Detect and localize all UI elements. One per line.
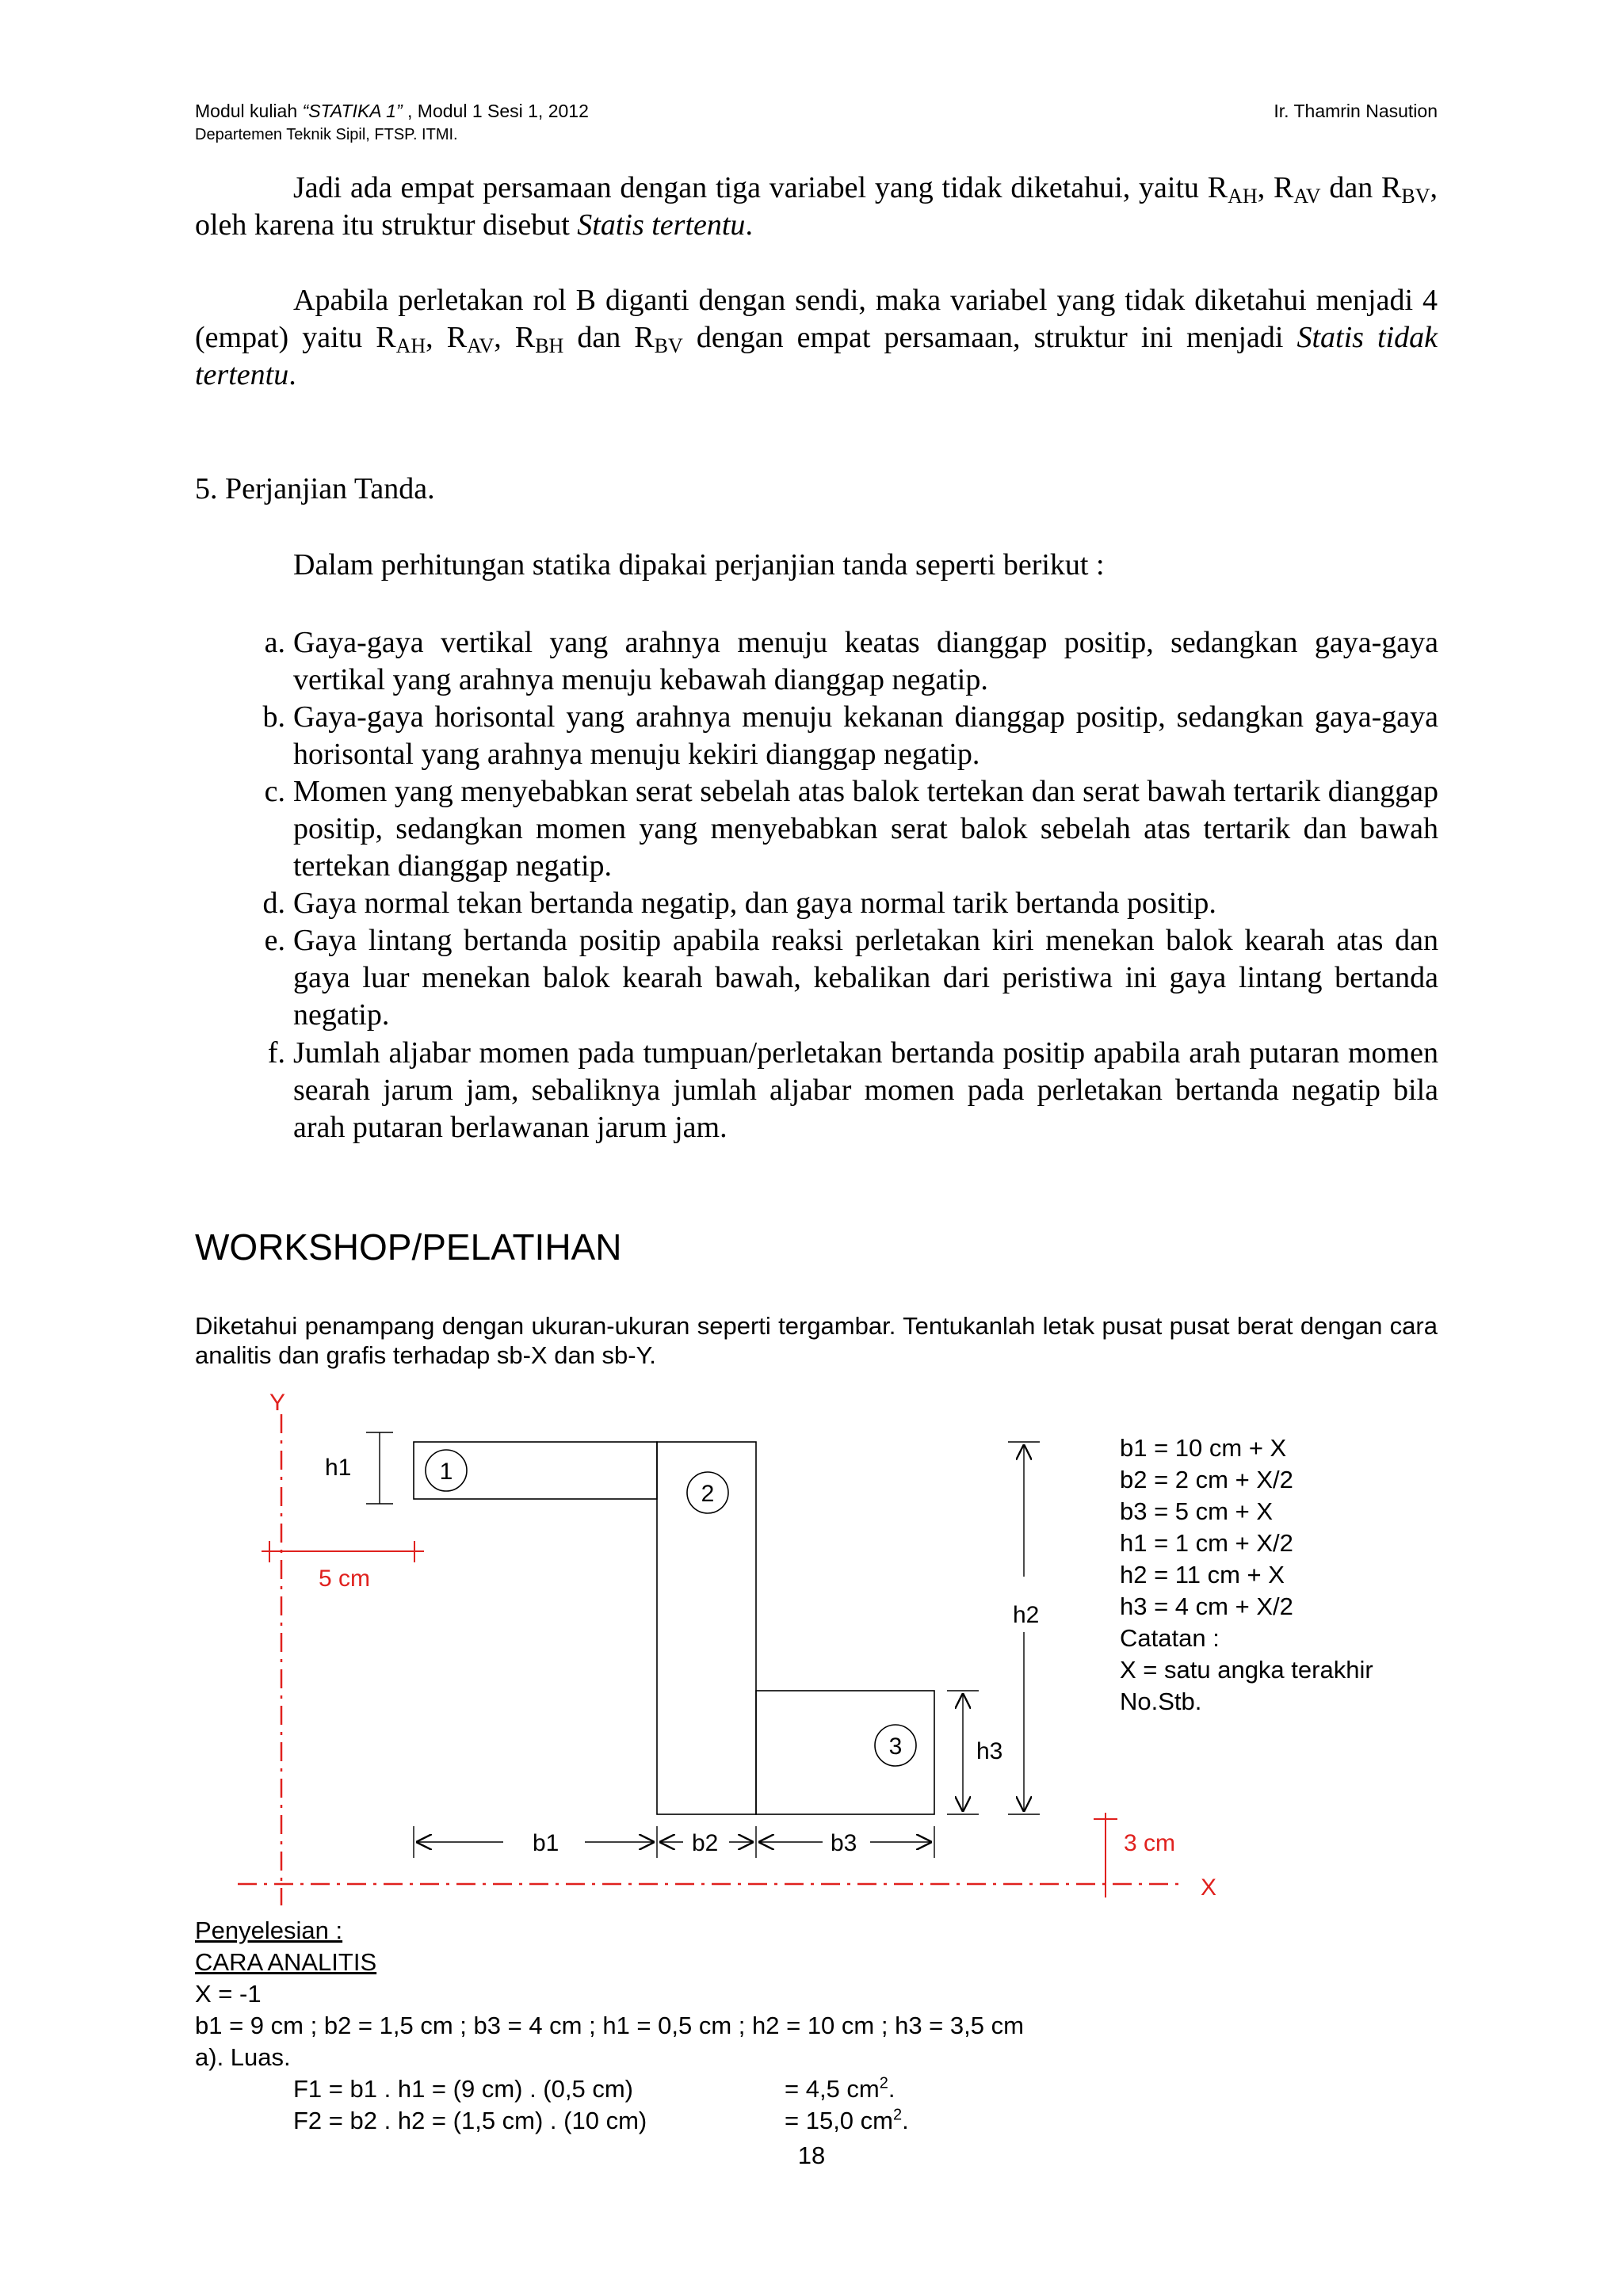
formula-f2-result: = 15,0 $cm^2$. [785,2106,909,2134]
page-number: 18 [797,2142,826,2169]
solution-x-value: X = -1 [195,1980,262,2008]
formula-f1-result: = 4,5 $cm^2$. [785,2074,896,2103]
workshop-description: Diketahui penampang dengan ukuran-ukuran seperti tergambar. Tentukanlah letak pusat pusat berat dengan cara analitis dan grafis terhadap sb-X dan sb-Y. [195,1312,1438,1369]
section-heading: 5. Perjanjian Tanda. [195,472,435,505]
workshop-title: WORKSHOP/PELATIHAN [195,1226,622,1268]
solution-values: b1 = 9 cm ; b2 = 1,5 cm ; b3 = 4 cm ; h1 = 0,5 cm ; h2 = 10 cm ; h3 = 3,5 cm [195,2012,1024,2039]
given-note-title: Catatan : [1120,1624,1220,1652]
given-h3: h3 = 4 cm + X/2 [1120,1592,1293,1620]
solution-sub-a: a). Luas. [195,2043,291,2071]
given-b3: b3 = 5 cm + X [1120,1497,1273,1525]
paragraph-statis-tertentu: Jadi ada empat persamaan dengan tiga variabel yang tidak diketahui, yaitu $R_{AH}$, $R_{AV}$ dan $R_{BV}$, oleh karena itu struktur disebut Statis tertentu. [195,171,1438,242]
h2-label: h2 [1013,1602,1040,1628]
part-3-rect [756,1691,934,1814]
offset-y-label: 5 cm [319,1566,371,1592]
b1-label: b1 [533,1830,559,1856]
given-note-text: No.Stb. [1120,1688,1202,1715]
offset-x-label: 3 cm [1124,1830,1176,1856]
header-department: Departemen Teknik Sipil, FTSP. ITMI. [195,126,458,143]
given-note-text: X = satu angka terakhir [1120,1656,1373,1684]
given-h1: h1 = 1 cm + X/2 [1120,1529,1293,1557]
part-3-label: 3 [888,1733,903,1760]
paragraph-statis-tidak-tertentu: Apabila perletakan rol B diganti dengan sendi, maka variabel yang tidak diketahui menjadi 4 (empat) yaitu $R_{AH}$, $R_{AV}$, $R_{BH}$ dan $R_{BV}$ dengan empat persamaan, struktur ini menjadi Statis tidak tertentu. [195,284,1438,391]
header-course: Modul kuliah “STATIKA 1” , Modul 1 Sesi 1, 2012 [195,101,589,121]
h1-label: h1 [325,1455,352,1481]
solution-heading: Penyelesian : [195,1917,343,1944]
part-1-label: 1 [439,1459,453,1485]
y-axis-label: Y [269,1390,286,1416]
cross-section-diagram [0,1379,1623,1917]
section-intro: Dalam perhitungan statika dipakai perjanjian tanda seperti berikut : [293,548,1105,582]
b2-label: b2 [692,1830,719,1856]
formula-f2: F2 = b2 . h2 = (1,5 cm) . (10 cm) [293,2107,647,2134]
given-b2: b2 = 2 cm + X/2 [1120,1466,1293,1493]
b3-label: b3 [831,1830,857,1856]
given-h2: h2 = 11 cm + X [1120,1561,1285,1589]
part-2-label: 2 [701,1481,715,1507]
h3-label: h3 [976,1738,1003,1764]
header-author: Ir. Thamrin Nasution [1274,101,1438,121]
x-axis-label: X [1201,1875,1217,1901]
formula-f1: F1 = b1 . h1 = (9 cm) . (0,5 cm) [293,2075,633,2103]
document-page: Modul kuliah “STATIKA 1” , Modul 1 Sesi 1, 2012 Departemen Teknik Sipil, FTSP. ITMI. Ir. Thamrin Nasution Jadi ada empat persamaan dengan tiga variabel yang tidak diketahui, yaitu $R_{AH}$, $R_{AV}$ dan $R_{BV}$, oleh karena itu struktur disebut Statis tertentu. Apabila perletakan rol B diganti dengan sendi, maka variabel yang tidak diketahui menjadi 4 (empat) yaitu $R_{AH}$, $R_{AV}$, $R_{BH}$ dan $R_{BV}$ dengan empat persamaan, struktur ini menjadi Statis tidak tertentu. 5. Perjanjian Tanda. Dalam perhitungan statika dipakai perjanjian tanda seperti berikut : a. Gaya-gaya vertikal yang arahnya menuju keatas dianggap positip, sedangkan gaya-gaya vertikal yang arahnya menuju kebawah dianggap negatip. b. Gaya-gaya horisontal yang arahnya menuju kekanan dianggap positip, sedangkan gaya-gaya horisontal yang arahnya menuju kekiri dianggap negatip. c. Momen yang menyebabkan serat sebelah atas balok tertekan dan serat bawah tertarik dianggap positip, sedangkan momen yang menyebabkan serat balok sebelah atas tertarik dan bawah tertekan dianggap negatip. d. Gaya normal tekan bertanda negatip, dan gaya normal tarik bertanda positip. e. Gaya lintang bertanda positip apabila reaksi perletakan kiri menekan balok kearah atas dan gaya luar menekan balok kearah bawah, kebalikan dari peristiwa ini gaya lintang bertanda negatip. f. Jumlah aljabar momen pada tumpuan/perletakan bertanda positip apabila arah putaran momen searah jarum jam, sebaliknya jumlah aljabar momen pada perletakan bertanda negatip bila arah putaran berlawanan jarum jam. WORKSHOP/PELATIHAN Diketahui penampang dengan ukuran-ukuran seperti tergambar. Tentukanlah letak pusat pusat berat dengan cara analitis dan grafis terhadap sb-X dan sb-Y. Y X 5 cm 3 cm 1 2 3 h1 h2 h3 b1 b2 b3 b1 = 10 cm + X b2 = 2 cm + X/2 b3 = 5 cm + X h1 = 1 cm + X/2 h2 = 11 cm + X h3 = 4 cm + X/2 Catatan : X = satu angka terakhir No.Stb. Penyelesian : CARA ANALITIS X = -1 b1 = 9 cm ; b2 = 1,5 cm ; b3 = 4 cm ; h1 = 0,5 cm ; h2 = 10 cm ; h3 = 3,5 cm a). Luas. F1 = b1 . h1 = (9 cm) . (0,5 cm) = 4,5 $cm^2$. F2 = b2 . h2 = (1,5 cm) . (10 cm) = 15,0 $cm^2$. 18 [0,0,1623,2296]
solution-method: CARA ANALITIS [195,1948,377,1976]
given-b1: b1 = 10 cm + X [1120,1434,1287,1462]
